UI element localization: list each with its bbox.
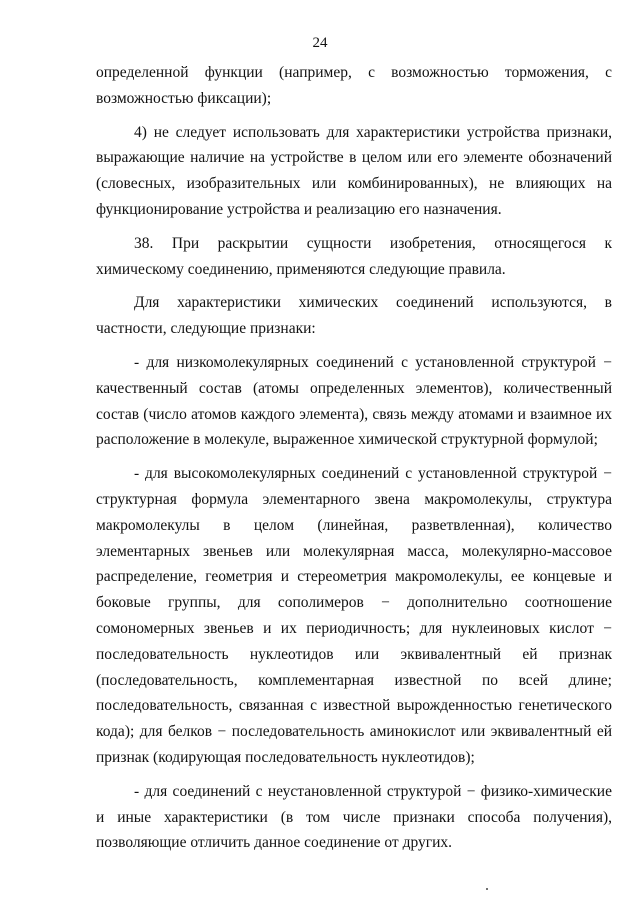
paragraph-continuation: определенной функции (например, с возможностью торможения, с возможностью фиксации); xyxy=(96,64,612,107)
document-body xyxy=(96,60,612,864)
paragraph-item-4: 4) не следует использовать для характеристики устройства признаки, выражающие наличие на устройстве в целом или его элементе обозначений (словесных, изобразительных или комбинированных), не влияющих на функционирование устройства и реализацию его назначения. xyxy=(96,123,612,218)
paragraph-low-molecular: - для низкомолекулярных соединений с установленной структурой − качественный состав (атомы определенных элементов), количественный состав (число атомов каждого элемента), связь между атомами и взаимное их расположение в молекуле, выраженное химической структурной формулой; xyxy=(96,353,612,449)
scan-artifact xyxy=(486,888,488,890)
page-number: 24 xyxy=(312,35,328,51)
paragraph-unestablished-structure: - для соединений с неустановленной структурой − физико-химические и иные характеристики (в том числе признаки способа получения), позволяющие отличить данное соединение от других. xyxy=(96,782,612,852)
paragraph-chemical-features-intro: Для характеристики химических соединений используются, в частности, следующие признаки: xyxy=(96,294,612,338)
paragraph-high-molecular: - для высокомолекулярных соединений с установленной структурой − структурная формула элементарного звена макромолекулы, структура макромолекулы в целом (линейная, разветвленная), количество элементарных звеньев или молекулярная масса, молекулярно-массовое распределение, геометрия и стереометрия макромолекулы, ее концевые и боковые группы, для сополимеров − дополнительно соотношение сомономерных звеньев и их периодичность; для нуклеиновых кислот − последовательность нуклеотидов или эквивалентный ей признак (последовательность, комплементарная известной по всей длине; последовательность, связанная с известной вырожденностью генетического кода); для белков − последовательность аминокислот или эквивалентный ей признак (кодирующая последовательность нуклеотидов); xyxy=(96,465,612,766)
paragraph-section-38: 38. При раскрытии сущности изобретения, относящегося к химическому соединению, применяются следующие правила. xyxy=(96,234,612,278)
